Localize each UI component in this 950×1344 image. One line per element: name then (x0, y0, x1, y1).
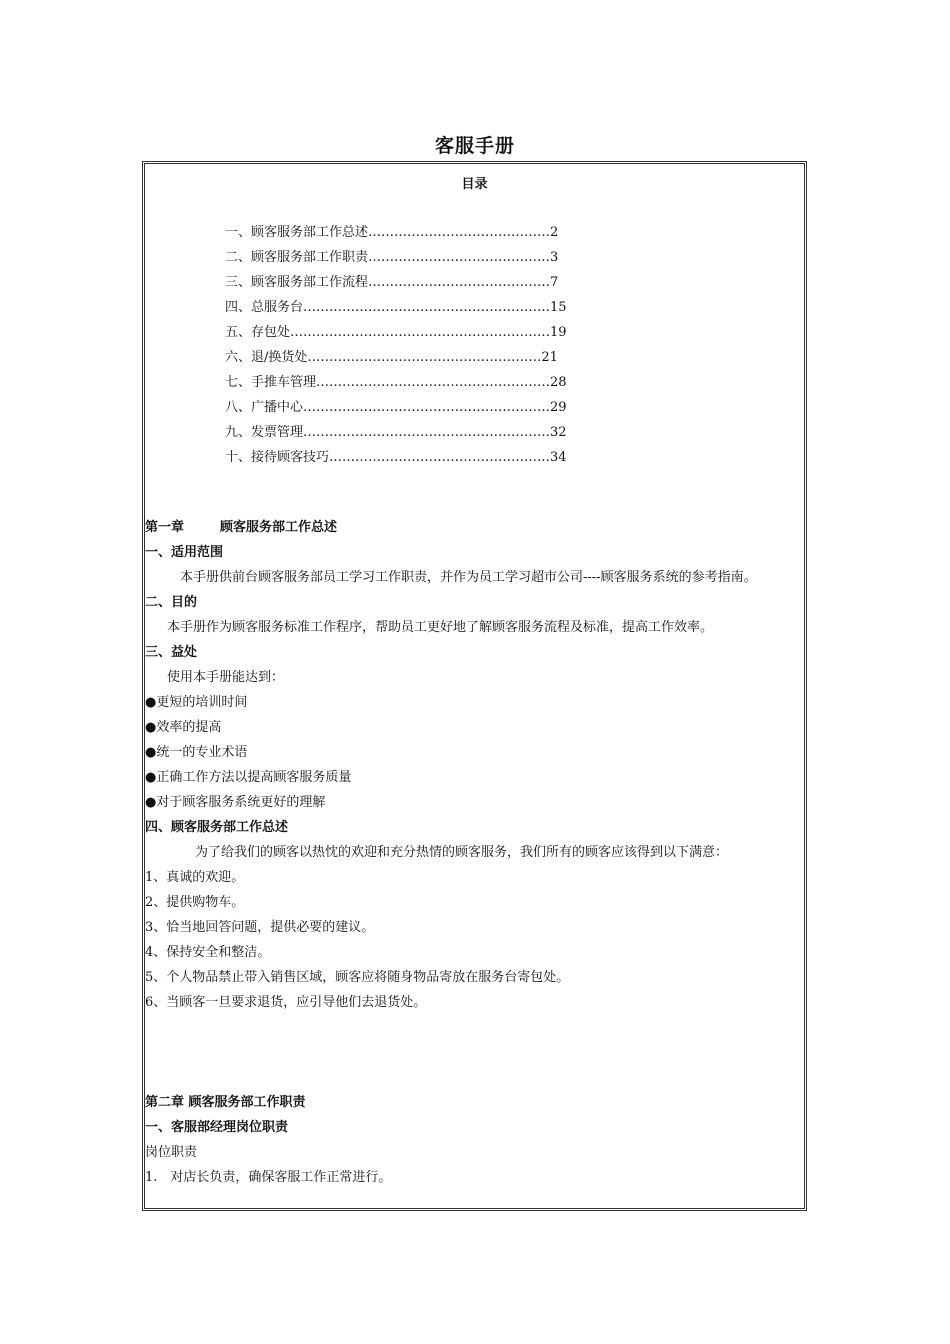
toc-item: 八、广播中心…………………………………………………29 (225, 400, 567, 415)
bullet-item: ●统一的专业术语 (145, 745, 248, 760)
toc-heading: 目录 (461, 177, 488, 192)
chapter-2-heading: 第二章 顾客服务部工作职责 (145, 1095, 306, 1110)
bullet-icon: ● (145, 720, 157, 735)
bullet-item: ●效率的提高 (145, 720, 222, 735)
section-paragraph: 本手册作为顾客服务标准工作程序，帮助员工更好地了解顾客服务流程及标准，提高工作效率。 (167, 620, 714, 635)
document-body (145, 515, 800, 1190)
toc-item: 五、存包处……………………………………………………19 (225, 325, 567, 340)
toc-item: 六、退/换货处………………………………………………21 (225, 350, 558, 365)
section-heading: 一、客服部经理岗位职责 (145, 1120, 289, 1135)
table-of-contents (225, 220, 567, 470)
content-frame (142, 161, 807, 1211)
list-item: 1. 对店长负责，确保客服工作正常进行。 (145, 1170, 392, 1185)
list-item: 5、个人物品禁止带入销售区域，顾客应将随身物品寄放在服务台寄包处。 (145, 970, 570, 985)
subsection-label: 岗位职责 (145, 1145, 198, 1160)
toc-item: 四、总服务台…………………………………………………15 (225, 300, 567, 315)
bullet-item: ●更短的培训时间 (145, 695, 248, 710)
toc-item: 十、接待顾客技巧……………………………………………34 (225, 450, 567, 465)
bullet-icon: ● (145, 745, 157, 760)
section-intro: 为了给我们的顾客以热忱的欢迎和充分热情的顾客服务，我们所有的顾客应该得到以下满意： (195, 845, 729, 860)
bullet-icon: ● (145, 795, 157, 810)
chapter-1-label: 第一章 (145, 520, 185, 535)
list-item: 1、真诚的欢迎。 (145, 870, 245, 885)
section-heading: 三、益处 (145, 645, 198, 660)
spacer (145, 1015, 800, 1090)
toc-item: 三、顾客服务部工作流程……………………………………7 (225, 275, 559, 290)
document-title: 客服手册 (434, 135, 515, 157)
list-item: 2、提供购物车。 (145, 895, 245, 910)
toc-item: 一、顾客服务部工作总述……………………………………2 (225, 225, 559, 240)
bullet-icon: ● (145, 695, 157, 710)
section-intro: 使用本手册能达到： (167, 670, 285, 685)
list-item: 6、当顾客一旦要求退货，应引导他们去退货处。 (145, 995, 427, 1010)
list-item: 3、恰当地回答问题，提供必要的建议。 (145, 920, 375, 935)
section-heading: 四、顾客服务部工作总述 (145, 820, 289, 835)
toc-item: 二、顾客服务部工作职责……………………………………3 (225, 250, 559, 265)
section-paragraph: 本手册供前台顾客服务部员工学习工作职责，并作为员工学习超市公司----顾客服务系统的参考指南。 (180, 570, 757, 585)
chapter-1-heading (145, 515, 800, 540)
bullet-item: ●对于顾客服务系统更好的理解 (145, 795, 326, 810)
bullet-icon: ● (145, 770, 157, 785)
section-heading: 二、目的 (145, 595, 198, 610)
chapter-1-title: 顾客服务部工作总述 (220, 520, 338, 535)
toc-item: 七、手推车管理………………………………………………28 (225, 375, 567, 390)
toc-item: 九、发票管理…………………………………………………32 (225, 425, 567, 440)
section-heading: 一、适用范围 (145, 545, 224, 560)
bullet-item: ●正确工作方法以提高顾客服务质量 (145, 770, 352, 785)
list-item: 4、保持安全和整洁。 (145, 945, 271, 960)
